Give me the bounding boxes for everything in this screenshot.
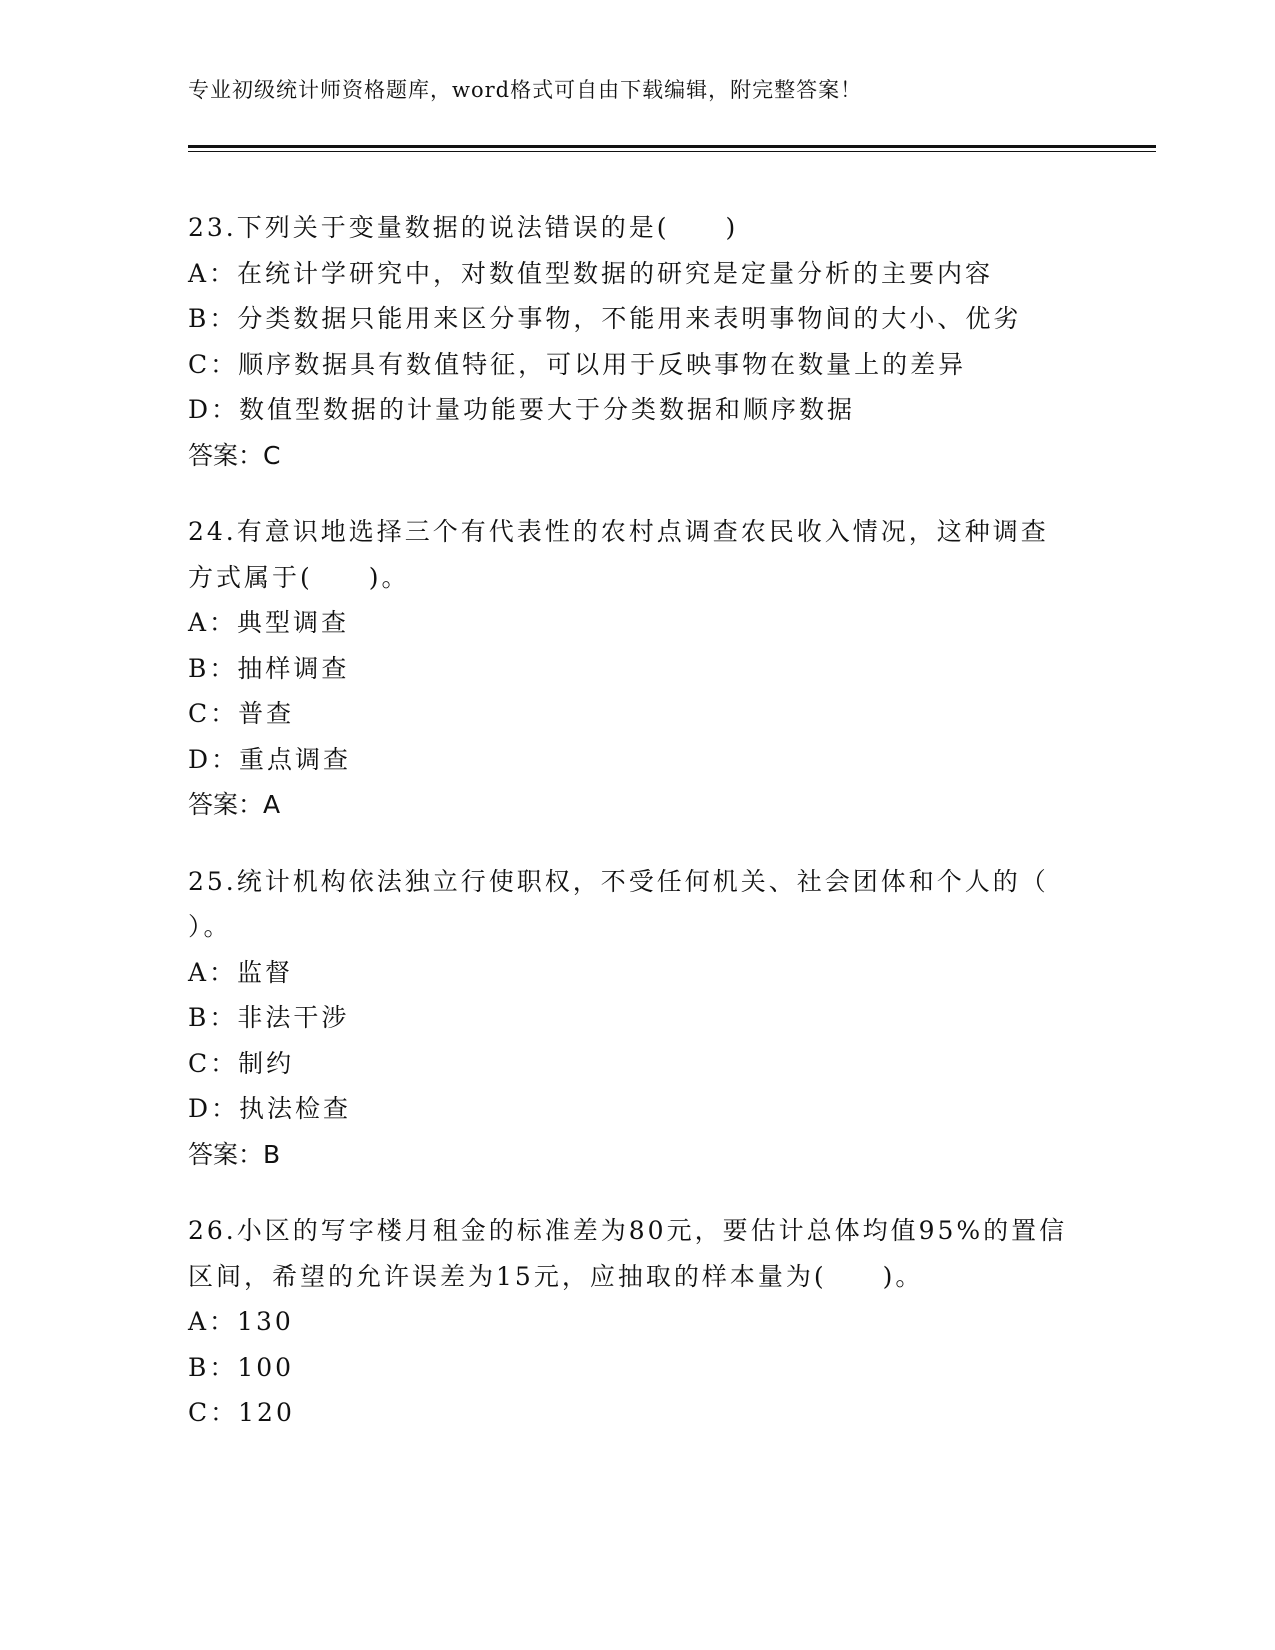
option-a: A：监督 <box>188 957 294 987</box>
option-a: A：典型调查 <box>188 608 350 637</box>
option-d: D：重点调查 <box>188 744 352 774</box>
option-c: C：制约 <box>188 1048 295 1078</box>
question-stem: 24.有意识地选择三个有代表性的农村点调查农民收入情况，这种调查 <box>188 517 1049 546</box>
answer-line: 答案：C <box>188 440 281 470</box>
header-rule-thick <box>188 145 1156 148</box>
question-stem-continued: 区间，希望的允许误差为15元，应抽取的样本量为( )。 <box>188 1261 924 1291</box>
option-d: D：执法检查 <box>188 1094 352 1123</box>
header-rule-thin <box>188 151 1156 152</box>
option-c: C：普查 <box>188 699 295 728</box>
question-stem: 23.下列关于变量数据的说法错误的是( ) <box>188 213 739 242</box>
question-25 <box>188 859 1088 1178</box>
answer-line: 答案：B <box>188 1139 281 1169</box>
question-23 <box>188 205 1088 478</box>
option-a: A：130 <box>188 1307 294 1336</box>
option-d: D：数值型数据的计量功能要大于分类数据和顺序数据 <box>188 395 856 424</box>
question-26 <box>188 1208 1088 1436</box>
question-stem-continued: 方式属于( )。 <box>188 562 410 592</box>
question-24 <box>188 509 1088 828</box>
question-stem: 25.统计机构依法独立行使职权，不受任何机关、社会团体和个人的（ <box>188 866 1049 896</box>
page-header: 专业初级统计师资格题库，word格式可自由下载编辑，附完整答案！ <box>188 78 863 102</box>
option-b: B：100 <box>188 1352 295 1382</box>
option-c: C：120 <box>188 1398 295 1427</box>
question-stem: 26.小区的写字楼月租金的标准差为80元，要估计总体均值95%的置信 <box>188 1216 1068 1245</box>
question-list <box>188 205 1088 1467</box>
answer-line: 答案：A <box>188 790 281 819</box>
option-b: B：抽样调查 <box>188 653 350 683</box>
option-b: B：分类数据只能用来区分事物，不能用来表明事物间的大小、优劣 <box>188 304 1022 333</box>
question-stem-continued: ）。 <box>188 912 232 941</box>
option-b: B：非法干涉 <box>188 1003 350 1032</box>
option-a: A：在统计学研究中，对数值型数据的研究是定量分析的主要内容 <box>188 258 994 288</box>
option-c: C：顺序数据具有数值特征，可以用于反映事物在数量上的差异 <box>188 349 967 379</box>
